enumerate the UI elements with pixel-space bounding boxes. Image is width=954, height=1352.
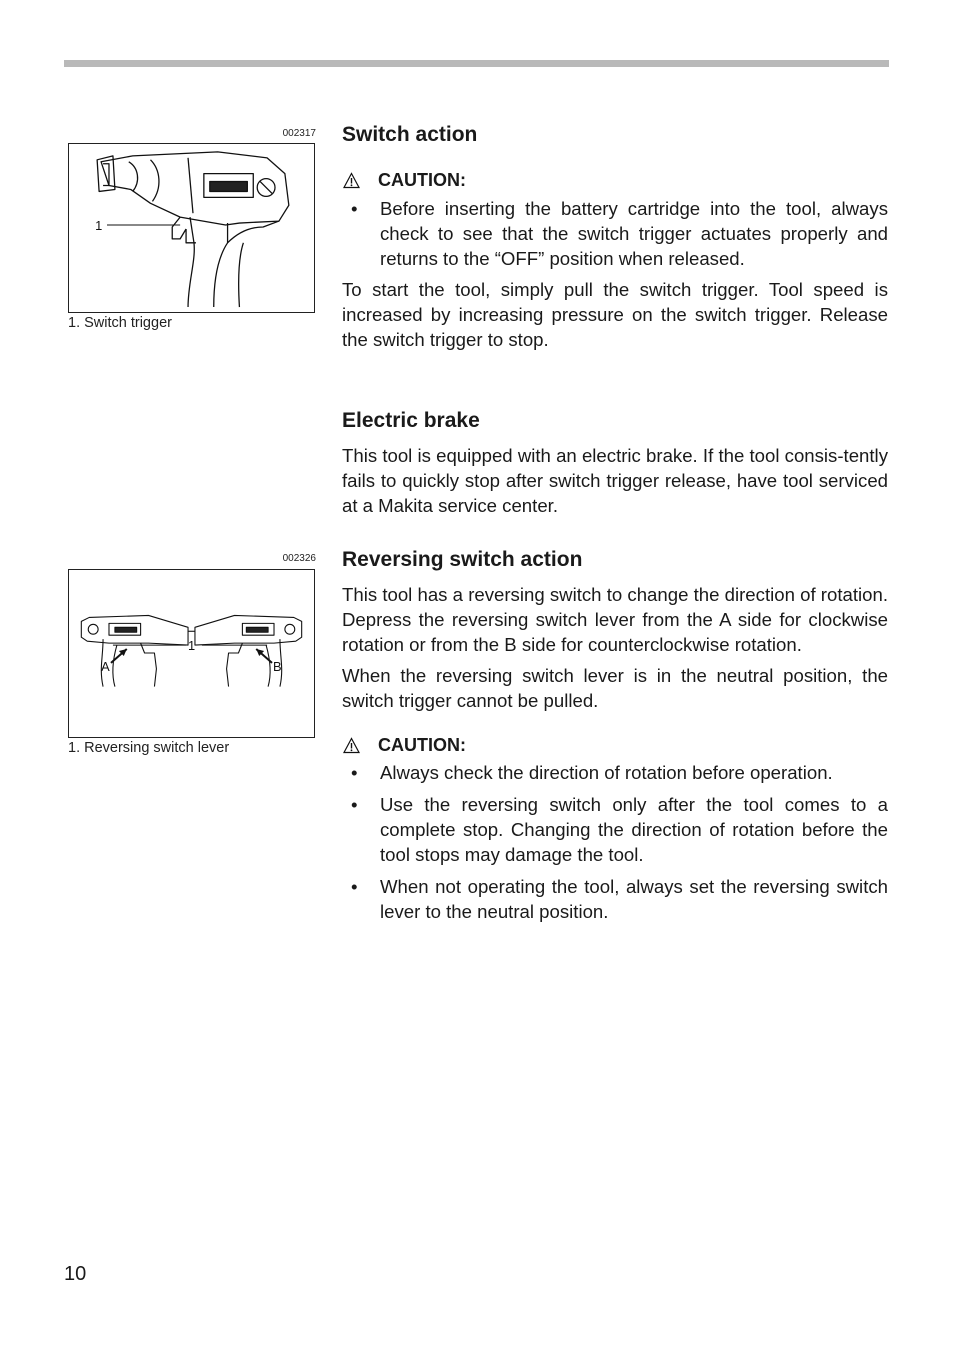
- page-number: 10: [64, 1263, 87, 1285]
- bullet: •: [351, 876, 358, 897]
- section-title: Reversing switch action: [342, 548, 583, 571]
- paragraph: When the reversing switch lever is in the neutral position, the switch trigger cannot be pulled.: [342, 665, 888, 711]
- list-item: • Use the reversing switch only after the tool comes to a complete stop. Changing the direction of rotation before the tool stops may damage the tool.: [351, 794, 888, 865]
- figure-caption: 1. Reversing switch lever: [68, 740, 230, 756]
- section-title: Switch action: [342, 123, 478, 146]
- section-switch-action: [342, 122, 888, 352]
- figure-code: 002317: [282, 128, 316, 139]
- bullet: •: [351, 794, 358, 815]
- list-item: • Always check the direction of rotation before operation.: [351, 762, 833, 783]
- side-a-label: A: [101, 658, 110, 674]
- caution-label: CAUTION:: [378, 170, 466, 190]
- figure-switch-trigger: [68, 143, 315, 313]
- warning-triangle-icon: [343, 172, 360, 189]
- caution-list: [342, 196, 888, 271]
- caution-heading: [342, 733, 888, 757]
- section-electric-brake: [342, 408, 888, 518]
- paragraph: This tool is equipped with an electric brake. If the tool consis-tently fails to quickly stop after switch trigger release, have tool serviced at a Makita service center.: [342, 445, 888, 516]
- reversing-switch-illustration: [69, 570, 314, 737]
- warning-triangle-icon: [343, 737, 360, 754]
- figure-reversing-switch: [68, 569, 315, 738]
- callout-label: 1: [188, 638, 196, 654]
- paragraph: To start the tool, simply pull the switch trigger. Tool speed is increased by increasing pressure on the switch trigger. Release the switch trigger to stop.: [342, 279, 888, 350]
- callout-label: 1: [95, 217, 103, 233]
- bullet: •: [351, 762, 358, 783]
- section-title: Electric brake: [342, 409, 480, 432]
- figure-caption: 1. Switch trigger: [68, 315, 172, 331]
- bullet: •: [351, 198, 358, 219]
- caution-list: [342, 760, 888, 924]
- caution-label: CAUTION:: [378, 735, 466, 755]
- header-rule: [64, 60, 889, 67]
- list-item: • When not operating the tool, always set the reversing switch lever to the neutral position.: [351, 876, 888, 922]
- figure-code: 002326: [282, 553, 316, 564]
- impact-driver-illustration: [69, 144, 314, 312]
- side-b-label: B: [273, 658, 282, 674]
- paragraph: This tool has a reversing switch to change the direction of rotation. Depress the reversing switch lever from the A side for clockwise rotation or from the B side for counterclockwise rotation.: [342, 584, 888, 655]
- caution-heading: [342, 168, 888, 192]
- list-item: • Before inserting the battery cartridge into the tool, always check to see that the switch trigger actuates properly and returns to the “OFF” position when released.: [351, 198, 888, 269]
- section-reversing-switch: [342, 547, 888, 924]
